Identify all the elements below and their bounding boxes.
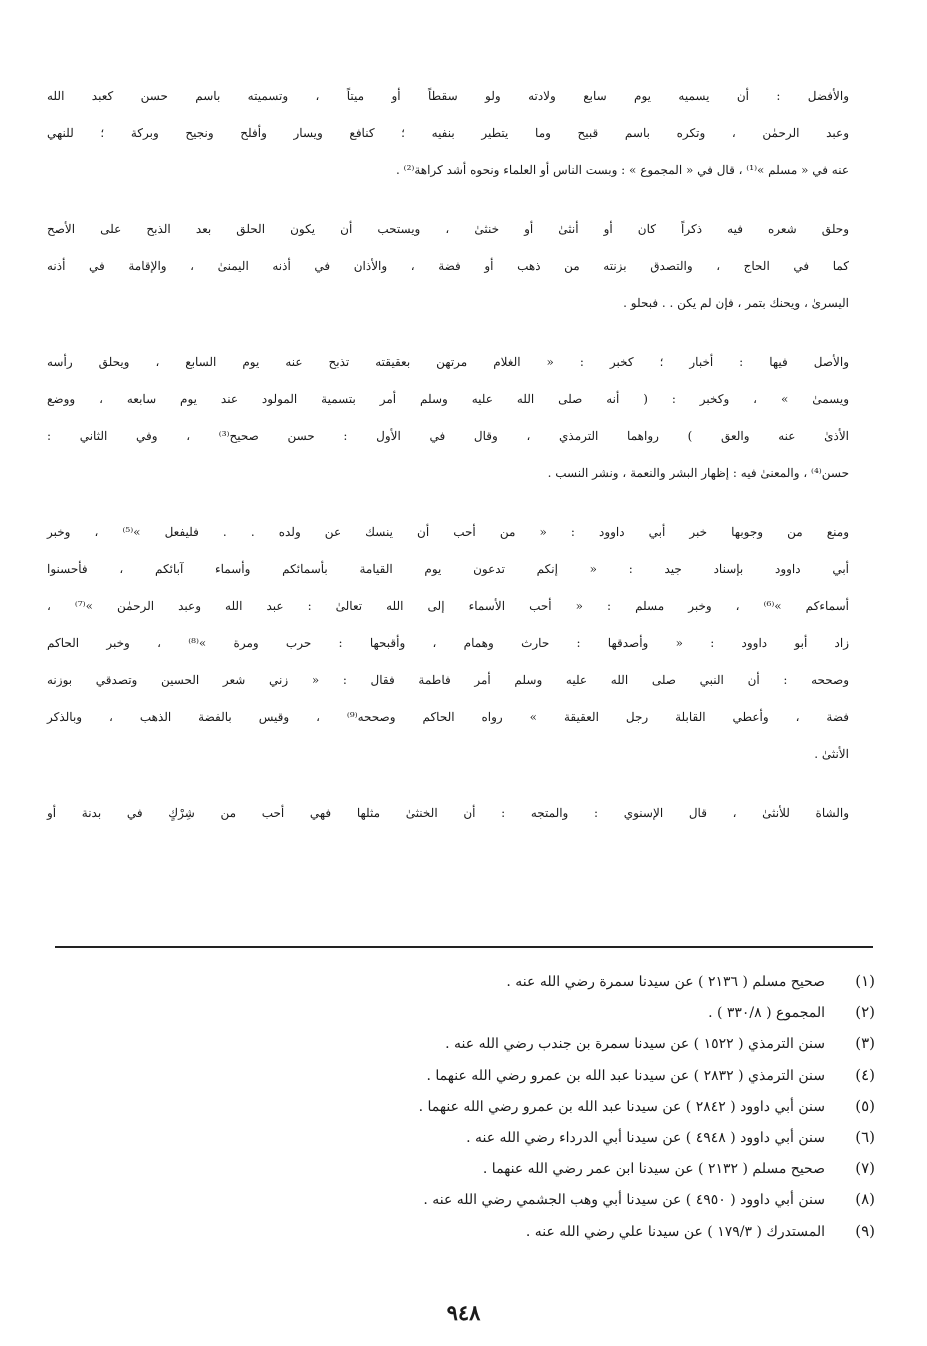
footnote-number: (٧) <box>855 1159 875 1178</box>
text-line: عنه في « مسلم »⁽¹⁾ ، قال في « المجموع » : وبست الناس أو العلماء ونحوه أشد كراهة⁽²⁾ . <box>396 163 849 177</box>
text-line: ومنع من وجوبها خبر أبي داوود : « من أحب أن ينسك عن ولده . . فليفعل »⁽⁵⁾ ، وخبر <box>47 525 850 539</box>
text-line: أسماءكم »⁽⁶⁾ ، وخبر مسلم : « أحب الأسماء إلى الله تعالىٰ : عبد الله وعبد الرحمٰن »⁽⁷⁾ ، <box>47 599 850 613</box>
text-line: الأذىٰ عنه والعق ) رواهما الترمذي ، وقال في الأول : حسن صحيح⁽³⁾ ، وفي الثاني : <box>47 429 850 443</box>
footnote-number: (٤) <box>855 1065 875 1084</box>
footnote-text: سنن أبي داوود ( ٤٩٤٨ ) عن سيدنا أبي الدرداء رضي الله عنه . <box>466 1130 825 1147</box>
footnote <box>55 1028 875 1059</box>
footnote-number: (١) <box>855 972 875 990</box>
text-line: اليسرىٰ ، ويحنك بتمر ، فإن لم يكن . . فبحلو . <box>623 296 849 310</box>
footnote-number: (٩) <box>855 1221 875 1240</box>
footnote-divider <box>55 946 873 948</box>
paragraph <box>47 514 875 773</box>
text-line: وحلق شعره فيه ذكراً كان أو أنثىٰ أو خنثىٰ ، ويستحب أن يكون الحلق بعد الذبح على الأصح <box>47 222 849 236</box>
text-line: فضة ، وأعطي القابلة رجل العقيقة » رواه الحاكم وصححه⁽⁹⁾ ، وقيس بالفضة الذهب ، وبالذكر <box>47 710 849 724</box>
footnote <box>55 1060 875 1091</box>
footnote-text: المجموع ( ٣٣٠/٨ ) . <box>708 1005 825 1022</box>
footnote <box>55 1184 875 1215</box>
text-line: ويسمىٰ » ، وكخبر : ( أنه صلى الله عليه وسلم أمر بتسمية المولود عند يوم سابعه ، ووضع <box>47 392 849 406</box>
paragraph <box>47 344 875 492</box>
footnote-text: سنن أبي داوود ( ٤٩٥٠ ) عن سيدنا أبي وهب الجشمي رضي الله عنه . <box>423 1192 825 1209</box>
page-number: ٩٤٨ <box>446 1300 481 1325</box>
text-line: حسن⁽⁴⁾ ، والمعنىٰ فيه : إظهار البشر والنعمة ، ونشر النسب . <box>547 466 849 480</box>
text-line: وعبد الرحمٰن ، وتكره باسم قبيح وما يتطير بنفيه ؛ كنافع ويسار وأفلح ونجيح وبركة ؛ للنهي <box>47 126 849 140</box>
text-line: والأفضل : أن يسميه يوم سابع ولادته ولو سقطاً أو ميتاً ، وتسميته باسم حسن كعبد الله <box>47 89 849 103</box>
footnote <box>55 1122 875 1153</box>
footnote-number: (٢) <box>855 1003 875 1022</box>
footnote-text: سنن أبي داوود ( ٢٨٤٢ ) عن سيدنا عبد الله بن عمرو رضي الله عنهما . <box>418 1098 825 1115</box>
footnote-text: المستدرك ( ١٧٩/٣ ) عن سيدنا علي رضي الله عنه . <box>525 1223 825 1240</box>
footnote <box>55 1216 875 1247</box>
footnote-text: صحيح مسلم ( ٢١٣٢ ) عن سيدنا ابن عمر رضي الله عنهما . <box>482 1161 825 1178</box>
footnote <box>55 966 875 997</box>
paragraph <box>47 78 875 189</box>
footnote-text: صحيح مسلم ( ٢١٣٦ ) عن سيدنا سمرة رضي الله عنه . <box>506 974 825 990</box>
footnotes <box>55 966 875 1247</box>
text-line: وصححه : أن النبي صلى الله عليه وسلم أمر فاطمة فقال : « زني شعر الحسين وتصدقي بوزنه <box>47 673 850 687</box>
footnote <box>55 1091 875 1122</box>
footnote-text: سنن الترمذي ( ١٥٢٢ ) عن سيدنا سمرة بن جندب رضي الله عنه . <box>445 1036 825 1053</box>
footnote-number: (٨) <box>855 1190 875 1209</box>
text-line: زاد أبو داوود : « وأصدقها : حارث وهمام ، وأقبحها : حرب ومرة »⁽⁸⁾ ، وخبر الحاكم <box>47 636 850 650</box>
paragraph <box>47 795 875 832</box>
footnote-number: (٥) <box>855 1096 875 1115</box>
text-line: الأنثىٰ . <box>814 747 849 761</box>
footnote-number: (٦) <box>855 1128 875 1147</box>
text-line: والشاة للأنثىٰ ، قال الإسنوي : والمتجه : أن الخنثىٰ مثلها فهي أحب من شِرْكٍ في بدنة أو <box>47 806 849 820</box>
main-text <box>47 78 875 832</box>
footnote-text: سنن الترمذي ( ٢٨٣٢ ) عن سيدنا عبد الله بن عمرو رضي الله عنهما . <box>426 1067 825 1084</box>
text-line: كما في الحاج ، والتصدق بزنته من ذهب أو فضة ، والأذان في أذنه اليمنىٰ ، والإقامة في أذنه <box>47 259 849 273</box>
footnote <box>55 997 875 1028</box>
paragraph <box>47 211 875 322</box>
text-line: أبي داوود بإسناد جيد : « إنكم تدعون يوم القيامة بأسمائكم وأسماء آبائكم ، فأحسنوا <box>47 562 849 576</box>
footnote-number: (٣) <box>855 1034 875 1053</box>
text-line: والأصل فيها : أخبار ؛ كخبر : « الغلام مرتهن بعقيقته تذبح عنه يوم السابع ، ويحلق رأسه <box>47 355 849 369</box>
footnote <box>55 1153 875 1184</box>
